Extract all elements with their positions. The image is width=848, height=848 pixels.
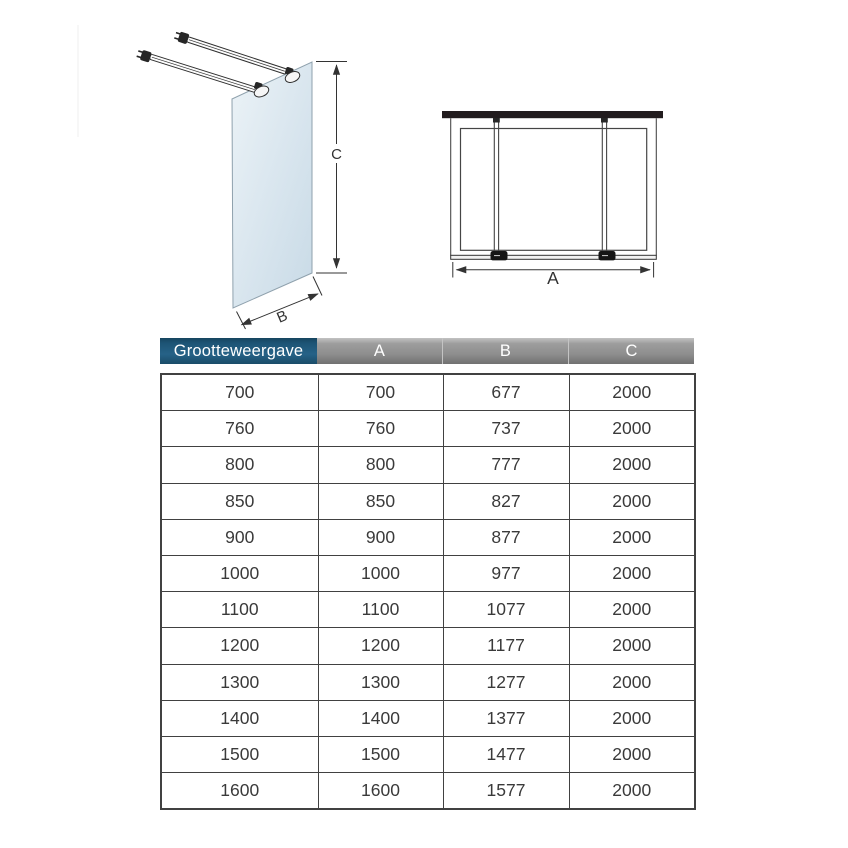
glass-outline-rect	[461, 129, 647, 251]
table-row	[161, 700, 695, 736]
cell-a: 1200	[318, 628, 443, 664]
size-table	[160, 373, 696, 810]
header-cell-c: C	[568, 338, 694, 364]
cell-c: 2000	[569, 592, 695, 628]
header-cell-a: A	[317, 338, 442, 364]
header-cell-b: B	[442, 338, 568, 364]
cell-b: 777	[443, 447, 569, 483]
plan-view	[442, 111, 663, 288]
table-row	[161, 773, 695, 810]
table-row	[161, 628, 695, 664]
cell-a: 1400	[318, 700, 443, 736]
cell-a: 800	[318, 447, 443, 483]
cell-a: 1100	[318, 592, 443, 628]
wall-bracket-lower	[136, 49, 152, 63]
cell-c: 2000	[569, 628, 695, 664]
header-cell-grootteweergave: Grootteweergave	[160, 338, 317, 364]
cell-b: 737	[443, 411, 569, 447]
cell-size: 1200	[161, 628, 318, 664]
dimension-label-a: A	[547, 268, 559, 288]
bar-top-connector-left	[493, 118, 500, 123]
cell-size: 1100	[161, 592, 318, 628]
cell-size: 760	[161, 411, 318, 447]
perspective-view	[136, 30, 347, 329]
dimension-label-b: B	[274, 307, 291, 327]
cell-size: 800	[161, 447, 318, 483]
table-row	[161, 592, 695, 628]
cell-c: 2000	[569, 664, 695, 700]
size-table-body	[161, 374, 695, 809]
glass-panel	[232, 62, 312, 308]
table-row	[161, 664, 695, 700]
cell-size: 1500	[161, 736, 318, 772]
cell-b: 1477	[443, 736, 569, 772]
cell-size: 700	[161, 374, 318, 411]
cell-size: 1400	[161, 700, 318, 736]
glass-edge-bar	[451, 255, 657, 259]
glass-clamp-plan-right	[599, 251, 616, 260]
bar-top-connector-right	[601, 118, 608, 123]
cell-size: 1300	[161, 664, 318, 700]
outer-frame-lines	[451, 118, 657, 255]
cell-a: 700	[318, 374, 443, 411]
cell-a: 1300	[318, 664, 443, 700]
table-row	[161, 374, 695, 411]
dimension-c	[316, 62, 347, 274]
support-bar-upper	[186, 37, 287, 75]
cell-c: 2000	[569, 374, 695, 411]
cell-c: 2000	[569, 483, 695, 519]
cell-b: 977	[443, 555, 569, 591]
table-row	[161, 447, 695, 483]
table-row	[161, 736, 695, 772]
cell-b: 1577	[443, 773, 569, 810]
technical-diagrams	[0, 0, 848, 335]
stabilizer-bar-left	[494, 118, 498, 252]
cell-b: 1177	[443, 628, 569, 664]
cell-c: 2000	[569, 447, 695, 483]
size-table-header	[160, 338, 694, 364]
cell-a: 1500	[318, 736, 443, 772]
cell-a: 850	[318, 483, 443, 519]
wall-profile-bar	[442, 111, 663, 118]
cell-c: 2000	[569, 519, 695, 555]
cell-a: 760	[318, 411, 443, 447]
table-row	[161, 483, 695, 519]
cell-b: 827	[443, 483, 569, 519]
cell-c: 2000	[569, 555, 695, 591]
cell-size: 850	[161, 483, 318, 519]
cell-c: 2000	[569, 411, 695, 447]
cell-size: 1000	[161, 555, 318, 591]
table-row	[161, 555, 695, 591]
cell-a: 1000	[318, 555, 443, 591]
table-row	[161, 519, 695, 555]
stabilizer-bar-right	[602, 118, 606, 252]
cell-a: 900	[318, 519, 443, 555]
cell-size: 1600	[161, 773, 318, 810]
cell-b: 1277	[443, 664, 569, 700]
cell-c: 2000	[569, 773, 695, 810]
cell-c: 2000	[569, 700, 695, 736]
cell-b: 677	[443, 374, 569, 411]
cell-b: 1377	[443, 700, 569, 736]
table-row	[161, 411, 695, 447]
cell-c: 2000	[569, 736, 695, 772]
cell-b: 877	[443, 519, 569, 555]
glass-clamp-plan-left	[491, 251, 508, 260]
cell-a: 1600	[318, 773, 443, 810]
size-table-section	[160, 338, 694, 810]
cell-size: 900	[161, 519, 318, 555]
cell-b: 1077	[443, 592, 569, 628]
dimension-label-c: C	[331, 146, 342, 163]
